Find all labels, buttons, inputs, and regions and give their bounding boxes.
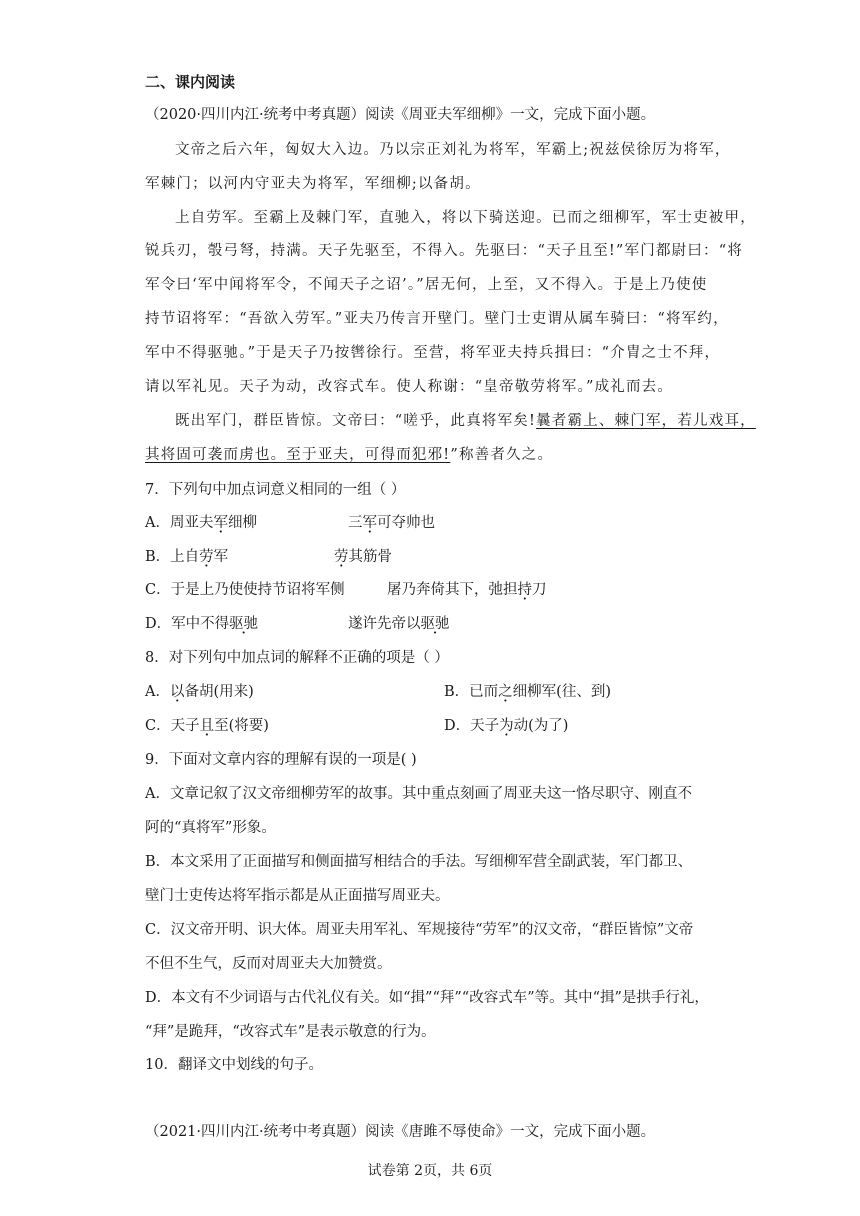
last-para-pre: 既出军门，群臣皆惊。文帝曰：“嗟乎，此真将军矣! (175, 413, 537, 429)
passage1-line-8: 请以军礼见。天子为动，改容式车。使人称谢：“皇帝敬劳将军。”成礼而去。 (145, 379, 674, 395)
passage1-line-4: 锐兵刃，彀弓弩，持满。天子先驱至，不得入。先驱曰：“天子且至!”军门都尉曰：“将 (145, 243, 744, 259)
passage1-line-6: 持节诏将军：“吾欲入劳军。”亚夫乃传言开壁门。壁门士吏谓从属车骑曰：“将军约， (145, 311, 729, 327)
underlined-sentence-part2: 其将固可袭而虏也。至于亚夫，可得而犯邪! (145, 447, 451, 463)
dotted-word: 劳 (199, 549, 214, 565)
q10-stem: 10．翻译文中划线的句子。 (145, 1057, 323, 1073)
q8-option-a[interactable]: A．以备胡(用来) (145, 684, 254, 700)
q8-option-d[interactable]: D．天子为动(为了) (444, 718, 569, 734)
dotted-word: 以 (169, 684, 185, 700)
q9-option-c-line1[interactable]: C．汉文帝开明、识大体。周亚夫用军礼、军规接待“劳军”的汉文帝，“群臣皆惊”文帝 (145, 922, 694, 938)
q7-option-b[interactable]: B．上自劳军 (145, 549, 229, 565)
q7-option-c-second: 屠乃奔倚其下，弛担持刀 (387, 582, 547, 598)
passage1-last-para-line1 (175, 411, 756, 431)
q9-option-d-line1[interactable]: D．本文有不少词语与古代礼仪有关。如“揖”“拜”“改容式车”等。其中“揖”是拱手行礼， (145, 990, 709, 1006)
dotted-word: 驱驰 (229, 616, 259, 632)
q7-option-a[interactable]: A．周亚夫军细柳 (145, 515, 257, 531)
page-footer: 试卷第 2页，共 6页 (367, 1163, 493, 1179)
q9-option-d-line2: “拜”是跪拜，“改容式车”是表示敬意的行为。 (145, 1024, 436, 1040)
q7-option-c[interactable]: C．于是上乃使使持节诏将军侧 (145, 582, 345, 598)
q9-option-a-line1[interactable]: A．文章记叙了汉文帝细柳劳军的故事。其中重点刻画了周亚夫这一恪尽职守、刚直不 (145, 786, 692, 802)
q8-stem: 8．对下列句中加点词的解释不正确的项是（ ） (145, 650, 449, 666)
dotted-word: 军 (213, 515, 228, 531)
q9-option-b-line2: 壁门士吏传达将军指示都是从正面描写周亚夫。 (145, 888, 450, 904)
q9-option-a-line2: 阿的“真将军”形象。 (145, 820, 276, 836)
passage1-line-2: 军棘门；以河内守亚夫为将军，军细柳;以备胡。 (145, 176, 481, 192)
dotted-word: 之 (498, 684, 513, 700)
q7-option-d[interactable]: D．军中不得驱驰 (145, 616, 259, 632)
q9-stem: 9．下面对文章内容的理解有误的一项是( ) (145, 752, 417, 768)
underlined-sentence-part1: 曩者霸上、棘门军，若儿戏耳， (536, 413, 756, 429)
passage2-source: （2021·四川内江·统考中考真题）阅读《唐雎不辱使命》一文，完成下面小题。 (145, 1124, 656, 1140)
dotted-word: 驱驰 (420, 616, 450, 632)
passage1-line-5: 军令曰‘军中闻将军令，不闻天子之诏’。”居无何，上至，又不得入。于是上乃使使 (145, 277, 708, 293)
q8-option-c[interactable]: C．天子且至(将要) (145, 718, 269, 734)
q7-option-b-second: 劳其筋骨 (334, 549, 392, 565)
q9-option-c-line2: 不但不生气，反而对周亚夫大加赞赏。 (145, 956, 392, 972)
q9-option-b-line1[interactable]: B．本文采用了正面描写和侧面描写相结合的手法。写细柳军营全副武装，军门都卫、 (145, 854, 693, 870)
q7-option-d-second: 遂许先帝以驱驰 (348, 616, 450, 632)
section-title: 二、课内阅读 (145, 73, 236, 91)
passage1-line-7: 军中不得驱驰。”于是天子乃按辔徐行。至营，将军亚夫持兵揖曰：“介胄之士不拜， (145, 345, 721, 361)
dotted-word: 持 (517, 582, 532, 598)
dotted-word: 劳 (334, 549, 349, 565)
passage1-line-1: 文帝之后六年，匈奴大入边。乃以宗正刘礼为将军，军霸上;祝兹侯徐厉为将军， (175, 142, 731, 158)
dotted-word: 为 (499, 718, 514, 734)
q7-stem: 7．下列句中加点词意义相同的一组（ ） (145, 482, 406, 498)
q8-option-b[interactable]: B．已而之细柳军(往、到) (444, 684, 611, 700)
passage1-source: （2020·四川内江·统考中考真题）阅读《周亚夫军细柳》一文，完成下面小题。 (145, 107, 656, 123)
q7-option-a-second: 三军可夺帅也 (348, 515, 435, 531)
passage1-line-3: 上自劳军。至霸上及棘门军，直驰入，将以下骑送迎。已而之细柳军，军士吏被甲， (175, 210, 756, 226)
passage1-last-para-line2 (145, 445, 553, 465)
dotted-word: 军 (362, 515, 377, 531)
last-para-post: ”称善者久之。 (450, 447, 554, 463)
dotted-word: 且 (199, 718, 215, 734)
